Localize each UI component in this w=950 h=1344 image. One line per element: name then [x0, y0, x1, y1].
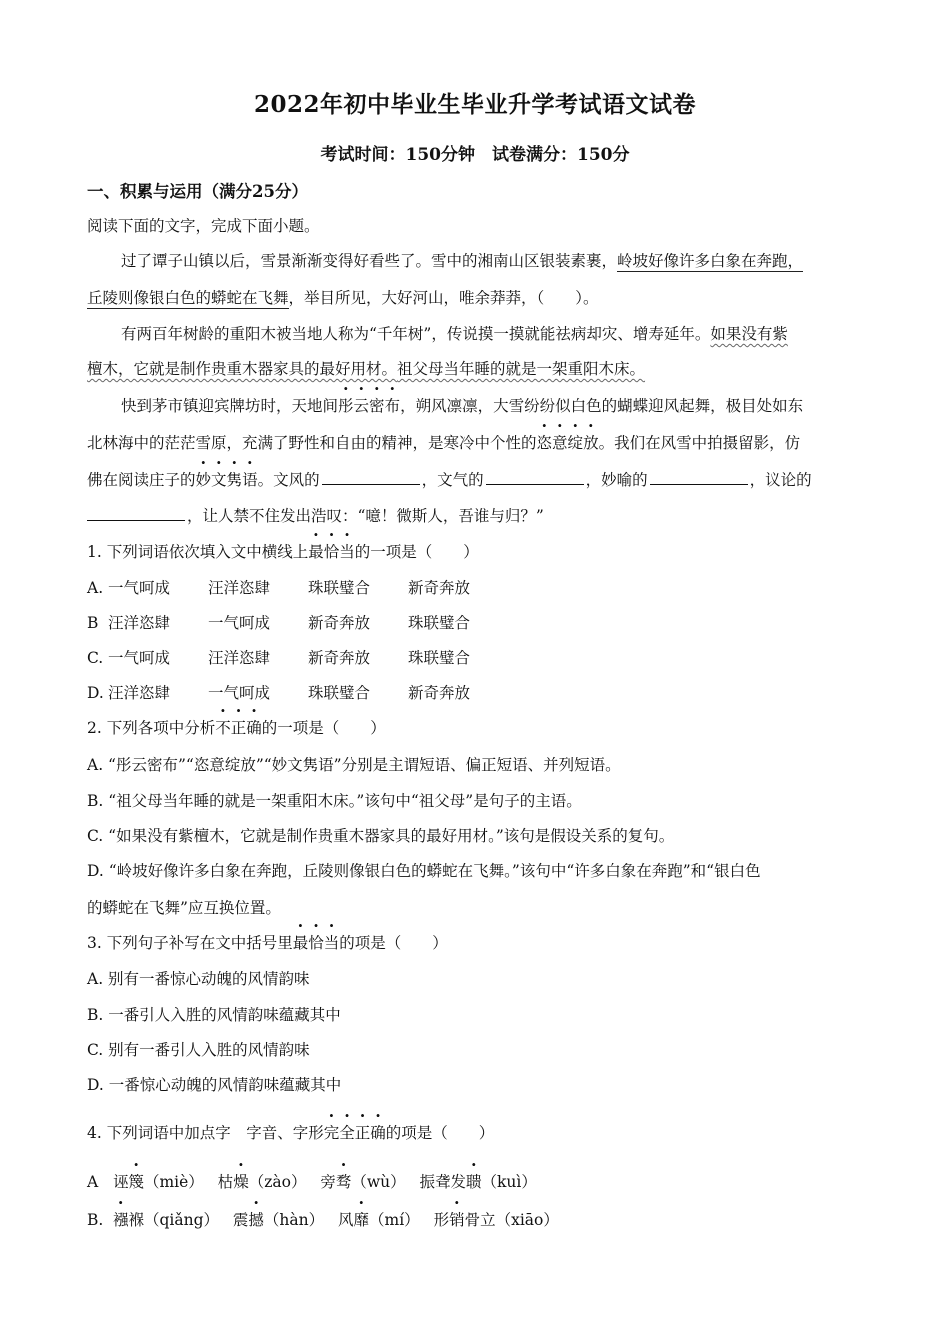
passage-p1-line2 — [87, 286, 599, 308]
option-word: 一气呵成 — [108, 649, 171, 667]
dotted-char: 撼 — [248, 1211, 264, 1229]
text: 1. 下列词语依次填入文中横线上 — [87, 543, 309, 561]
text: 的一项是（ ） — [354, 543, 479, 561]
passage-p3-line1 — [121, 394, 803, 416]
q1-option-a[interactable] — [87, 576, 508, 598]
passage-p3-line2 — [87, 431, 800, 453]
dotted-char: 销 — [449, 1211, 465, 1229]
option-word: 一气呵成 — [208, 614, 271, 632]
dotted-char: 襁 — [112, 1211, 129, 1229]
text: 快到茅市镇迎宾牌坊时，天地间 — [121, 397, 339, 415]
dotted-char: 篾 — [128, 1173, 144, 1191]
dotted-emphasis: 完全正确 — [323, 1124, 386, 1142]
passage-p2-line1 — [121, 322, 788, 344]
question-4 — [87, 1121, 494, 1143]
option-word: 汪洋恣肆 — [108, 684, 171, 702]
passage-p2-line2 — [87, 357, 645, 379]
underlined-sentence-1: 岭坡好像许多白象在奔跑， — [617, 252, 804, 270]
wavy-sentence-1-cont: 檀木，它就是制作贵重木器家具的最好用材。 — [87, 360, 398, 378]
exam-subtitle: 考试时间：150分钟 试卷满分：150分 — [320, 145, 630, 165]
option-label: A. — [87, 579, 104, 597]
pinyin: （kuì） — [481, 1173, 537, 1191]
option-word: 汪洋恣肆 — [208, 579, 271, 597]
word-char: 枯 — [217, 1173, 234, 1191]
dotted-char: 燥 — [233, 1173, 249, 1191]
option-label: B. — [87, 1211, 104, 1229]
option-word: 珠联璧合 — [408, 649, 471, 667]
wavy-sentence-1: 如果没有紫 — [710, 325, 788, 343]
pinyin: （hàn） — [263, 1211, 325, 1229]
text: 2. 下列各项中分析 — [87, 719, 216, 737]
word-char: 诬 — [112, 1173, 129, 1191]
q3-option-b[interactable]: B. 一番引人入胜的风情韵味蕴藏其中 — [87, 1006, 341, 1024]
q3-option-d[interactable]: D. 一番惊心动魄的风情韵味蕴藏其中 — [87, 1076, 342, 1094]
pinyin: （qiǎng） — [143, 1211, 219, 1229]
q2-option-a[interactable]: A. “彤云密布”“恣意绽放”“妙文隽语”分别是主谓短语、偏正短语、并列短语。 — [87, 756, 621, 774]
word-char: 褓 — [128, 1211, 144, 1229]
q3-option-a[interactable]: A. 别有一番惊心动魄的风情韵味 — [87, 970, 310, 988]
q2-option-d-cont: 的蟒蛇在飞舞”应互换位置。 — [87, 899, 281, 917]
dotted-emphasis: 最恰当 — [308, 543, 355, 561]
option-word: 一气呵成 — [108, 579, 171, 597]
dotted-phrase-1: 彤云密布 — [338, 397, 401, 415]
option-label: B — [87, 614, 99, 632]
q1-option-d[interactable] — [87, 681, 508, 703]
word-char: 震 — [232, 1211, 249, 1229]
blank-3[interactable] — [650, 470, 748, 485]
option-word: 珠联璧合 — [408, 614, 471, 632]
option-word: 汪洋恣肆 — [208, 649, 271, 667]
q3-option-c[interactable]: C. 别有一番引人入胜的风情韵味 — [87, 1041, 310, 1059]
exam-title: 2022年初中毕业生毕业升学考试语文试卷 — [253, 91, 696, 118]
option-word: 新奇奔放 — [408, 579, 471, 597]
text: 4. 下列词语中加点字 字音、字形 — [87, 1124, 324, 1142]
pinyin: （miè） — [143, 1173, 204, 1191]
option-word: 珠联璧合 — [308, 684, 371, 702]
text: 3. 下列句子补写在文中括号里 — [87, 934, 293, 952]
dotted-char: 聩 — [466, 1173, 482, 1191]
option-word: 新奇奔放 — [408, 684, 471, 702]
q1-option-b[interactable] — [87, 611, 508, 633]
wavy-sentence-2: 祖父母当年睡的就是一架重阳木床。 — [397, 360, 646, 378]
dotted-phrase-2: 恣意绽放 — [536, 434, 599, 452]
text: 的项是（ ） — [385, 1124, 495, 1142]
passage-p3-line4 — [87, 504, 544, 526]
dotted-emphasis: 最恰当 — [292, 934, 340, 952]
question-1 — [87, 540, 479, 562]
text: ，举目所见，大好河山，唯余莽莽，（ ）。 — [288, 289, 599, 307]
blank-4[interactable] — [87, 506, 185, 521]
text: 。文风的 — [257, 471, 320, 489]
option-label: A — [87, 1173, 99, 1191]
reading-instruction: 阅读下面的文字，完成下面小题。 — [87, 217, 320, 235]
option-word: 珠联璧合 — [308, 579, 371, 597]
option-label: C. — [87, 649, 104, 667]
text: ，让人禁不住发出浩叹：“噫！微斯人，吾谁与归？” — [187, 507, 544, 525]
blank-1[interactable] — [322, 470, 420, 485]
text: 佛在阅读庄子的 — [87, 471, 196, 489]
text: ，妙喻的 — [585, 471, 648, 489]
option-word: 新奇奔放 — [308, 614, 371, 632]
word-char: 振聋发 — [419, 1173, 467, 1191]
blank-2[interactable] — [486, 470, 584, 485]
dotted-emphasis: 不正确 — [215, 719, 262, 737]
dotted-phrase-3: 妙文隽语 — [195, 471, 258, 489]
word-char: 风 — [338, 1211, 354, 1229]
underlined-sentence-2: 丘陵则像银白色的蟒蛇在飞舞 — [87, 289, 289, 307]
text: 过了谭子山镇以后，雪景渐渐变得好看些了。雪中的湘南山区银装素裹， — [121, 252, 618, 270]
option-word: 汪洋恣肆 — [108, 614, 171, 632]
text: ，朔风凛凛，大雪纷纷似白色的蝴蝶迎风起舞，极目处如东 — [400, 397, 804, 415]
passage-p1-line1 — [121, 249, 803, 271]
q1-option-c[interactable] — [87, 646, 508, 668]
section-heading: 一、积累与运用（满分25分） — [87, 182, 308, 201]
dotted-char: 靡 — [353, 1211, 370, 1229]
text: 的一项是（ ） — [261, 719, 386, 737]
word-char: 形 — [433, 1211, 450, 1229]
text: 北林海中的茫茫雪原，充满了野性和自由的精神，是寒冷中个性的 — [87, 434, 537, 452]
option-word: 新奇奔放 — [308, 649, 371, 667]
option-word: 一气呵成 — [208, 684, 271, 702]
passage-p3-line3 — [87, 468, 812, 490]
text: 的项是（ ） — [339, 934, 448, 952]
pinyin: （zào） — [248, 1173, 307, 1191]
pinyin: （mí） — [369, 1211, 420, 1229]
q2-option-c[interactable]: C. “如果没有紫檀木，它就是制作贵重木器家具的最好用材。”该句是假设关系的复句。 — [87, 827, 675, 845]
q4-option-b[interactable] — [87, 1208, 559, 1230]
pinyin: （xiāo） — [495, 1211, 559, 1229]
q2-option-b[interactable]: B. “祖父母当年睡的就是一架重阳木床。”该句中“祖父母”是句子的主语。 — [87, 792, 582, 810]
question-2 — [87, 716, 386, 738]
word-char: 旁 — [320, 1173, 336, 1191]
pinyin: （wù） — [351, 1173, 406, 1191]
text: ，文气的 — [421, 471, 484, 489]
text: 。我们在风雪中拍摄留影，仿 — [598, 434, 801, 452]
option-label: D. — [87, 684, 104, 702]
text: ，议论的 — [749, 471, 812, 489]
q2-option-d[interactable]: D. “岭坡好像许多白象在奔跑，丘陵则像银白色的蟒蛇在飞舞。”该句中“许多白象在奔跑”和“银白色 — [87, 862, 761, 880]
dotted-char: 骛 — [335, 1173, 352, 1191]
question-3 — [87, 931, 448, 953]
text: 有两百年树龄的重阳木被当地人称为“千年树”，传说摸一摸就能祛病却灾、增寿延年。 — [121, 325, 711, 343]
q4-option-a[interactable] — [87, 1170, 537, 1192]
word-char: 骨立 — [464, 1211, 496, 1229]
